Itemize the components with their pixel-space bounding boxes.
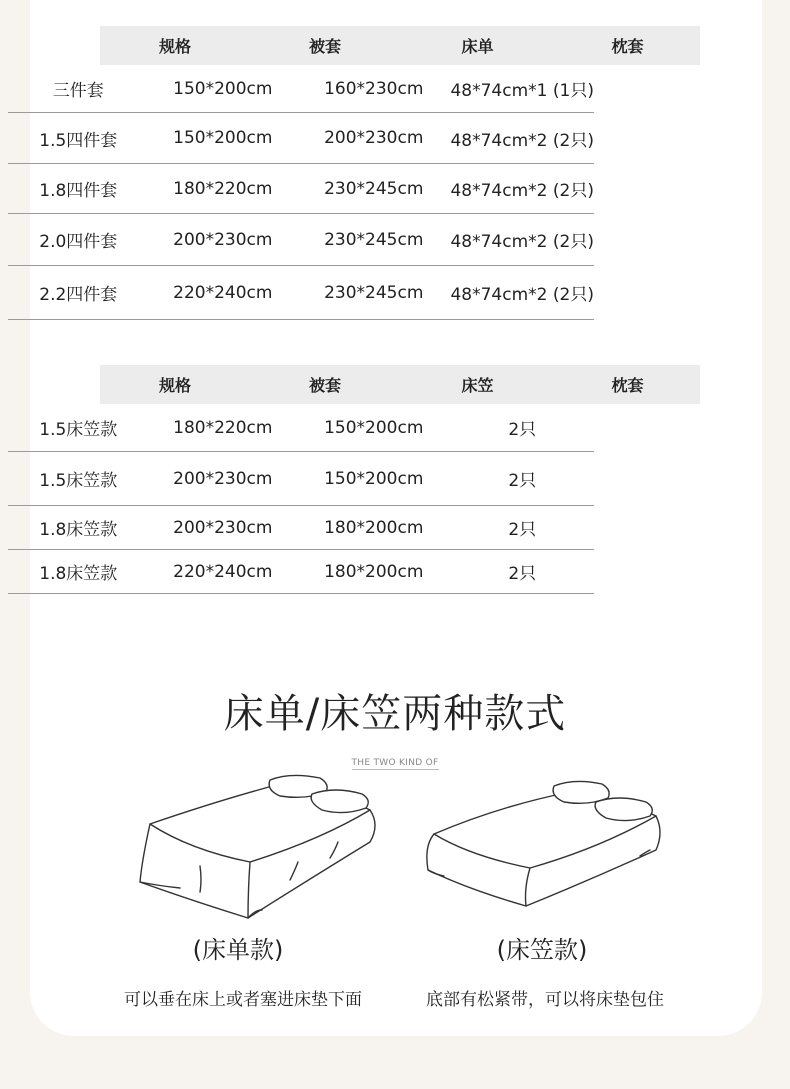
table-cell: 150*200cm <box>324 468 424 489</box>
table-cell: 2.2四件套 <box>39 285 118 305</box>
table-cell: 2只 <box>508 520 537 540</box>
table-cell: 180*220cm <box>173 417 273 438</box>
table-cell: 200*230cm <box>173 517 273 538</box>
table-cell: 48*74cm*2 (2只) <box>450 285 594 305</box>
table-row <box>8 266 594 320</box>
table-cell: 1.5床笠款 <box>39 471 118 491</box>
table-cell: 2.0四件套 <box>39 232 118 252</box>
table-row <box>8 164 594 214</box>
table-cell: 48*74cm*2 (2只) <box>450 130 594 151</box>
size-table-sets <box>100 26 700 65</box>
fitted-sheet-description: 底部有松紧带，可以将床垫包住 <box>426 990 664 1010</box>
table-cell: 150*200cm <box>324 417 424 438</box>
table-cell: 230*245cm <box>324 229 424 250</box>
table-row <box>8 404 594 452</box>
table-cell: 1.5床笠款 <box>39 420 118 440</box>
table-cell: 150*200cm <box>173 128 273 148</box>
table-row <box>8 65 594 113</box>
header-pillowcase: 枕套 <box>611 37 644 56</box>
table-cell: 220*240cm <box>173 561 273 582</box>
table-cell: 220*240cm <box>173 282 273 303</box>
table-cell: 1.8床笠款 <box>39 520 118 540</box>
table-cell: 180*220cm <box>173 178 273 199</box>
table-cell: 三件套 <box>52 81 104 101</box>
fitted-sheet-caption: (床笠款) <box>496 936 588 964</box>
table-cell: 48*74cm*1 (1只) <box>450 81 594 101</box>
table-row <box>8 506 594 550</box>
table-cell: 150*200cm <box>173 78 273 99</box>
header-duvet: 被套 <box>308 37 341 56</box>
table-header <box>100 365 700 404</box>
flat-sheet-bed-illustration <box>130 770 390 930</box>
flat-sheet-caption: (床单款) <box>192 936 284 964</box>
section-subtitle: THE TWO KIND OF <box>351 758 439 768</box>
table-cell: 200*230cm <box>173 468 273 489</box>
table-cell: 2只 <box>508 420 537 440</box>
header-duvet: 被套 <box>308 376 341 395</box>
flat-sheet-description: 可以垂在床上或者塞进床垫下面 <box>124 990 362 1010</box>
table-cell: 48*74cm*2 (2只) <box>450 181 594 201</box>
table-cell: 1.8床笠款 <box>39 564 118 584</box>
size-table-fitted <box>100 365 700 404</box>
table-row <box>8 452 594 506</box>
table-cell: 2只 <box>508 564 537 584</box>
table-cell: 200*230cm <box>324 128 424 148</box>
header-pillowcase: 枕套 <box>611 376 644 395</box>
table-cell: 1.8四件套 <box>39 181 118 201</box>
table-row <box>8 113 594 164</box>
table-cell: 180*200cm <box>324 517 424 538</box>
section-title: 床单/床笠两种款式 <box>223 691 567 737</box>
header-spec: 规格 <box>158 37 191 56</box>
header-fitted-sheet: 床笠 <box>461 376 494 395</box>
table-cell: 230*245cm <box>324 282 424 303</box>
table-cell: 180*200cm <box>324 561 424 582</box>
table-cell: 230*245cm <box>324 178 424 199</box>
table-row <box>8 550 594 594</box>
table-header <box>100 26 700 65</box>
table-row <box>8 214 594 266</box>
header-spec: 规格 <box>158 376 191 395</box>
header-sheet: 床单 <box>461 37 494 56</box>
table-cell: 200*230cm <box>173 229 273 250</box>
table-cell: 160*230cm <box>324 78 424 99</box>
fitted-sheet-bed-illustration <box>420 770 670 920</box>
table-cell: 2只 <box>508 471 537 491</box>
table-cell: 1.5四件套 <box>39 130 118 151</box>
table-cell: 48*74cm*2 (2只) <box>450 232 594 252</box>
